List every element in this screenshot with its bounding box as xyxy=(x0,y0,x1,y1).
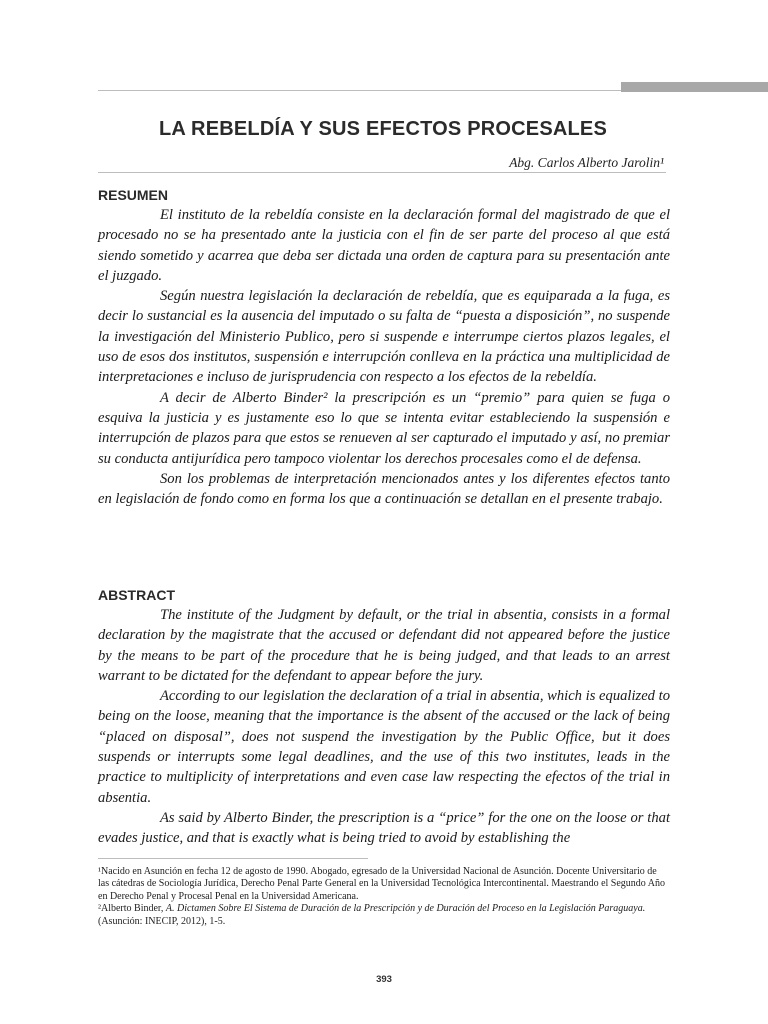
header-band xyxy=(621,82,768,92)
footnote-1: ¹Nacido en Asunción en fecha 12 de agosto de 1990. Abogado, egresado de la Universidad Nacional de Asunción. Docente Universitario de las cátedras de Sociología Jurídica, Derecho Penal Parte General en la Universidad Tecnológica Intercontinental. Maestrando el Segundo Año en Derecho Penal y Procesal Penal en la Universidad Americana. xyxy=(98,866,665,902)
author-rule xyxy=(98,172,666,173)
resumen-paragraph: A decir de Alberto Binder² la prescripción es un “premio” para quien se fuga o esquiva la justicia y es justamente eso lo que se intenta evitar estableciendo la suspensión e interrupción de plazos para que estos se renueven al ser capturado el imputado y así, no premiar su conducta antijurídica pero tampoco violentar los derechos procesales como el de defensa. xyxy=(98,389,670,467)
abstract-paragraph: According to our legislation the declaration of a trial in absentia, which is equalized to being on the loose, meaning that the importance is the absent of the accused or the lack of being “placed on disposal”, does not suspend the investigation by the Public Office, but it does suspends or interrupts some legal deadlines, and the use of this two institutes, leads in the practice to multiplicity of interpretations and even case law respecting the efectos of the trial in absentia. xyxy=(98,688,670,806)
footnote-rule xyxy=(98,858,368,859)
resumen-paragraph: El instituto de la rebeldía consiste en la declaración formal del magistrado de que el procesado no se ha presentado ante la justicia con el fin de ser parte del proceso al que está siendo sometido y acarrea que deba ser dictada una orden de captura para su presentación ante el juzgado. xyxy=(98,207,670,284)
abstract-heading: ABSTRACT xyxy=(98,587,175,603)
abstract-body xyxy=(98,605,670,849)
article-title: LA REBELDÍA Y SUS EFECTOS PROCESALES xyxy=(158,118,608,140)
resumen-paragraph: Según nuestra legislación la declaración de rebeldía, que es equiparada a la fuga, es decir lo sustancial es la ausencia del imputado o su falta de “puesta a disposición”, no suspende la investigación del Ministerio Publico, pero si suspende e interrumpe ciertos plazos legales, el uso de esos dos institutos, suspensión e interrupción conlleva en la práctica una multiplicidad de interpretaciones e incluso de jurisprudencia con respecto a los efectos de la rebeldía. xyxy=(98,288,670,386)
resumen-body xyxy=(98,205,670,509)
abstract-paragraph: The institute of the Judgment by default, or the trial in absentia, consists in a formal declaration by the magistrate that the accused or defendant did not appeared before the justice by the means to be part of the procedure that he is being judged, and that leads to an arrest warrant to be dictated for the defendant to appear before the jury. xyxy=(98,607,670,684)
resumen-heading: RESUMEN xyxy=(98,187,169,203)
footnote-2 xyxy=(98,903,670,928)
footnote-2-publication: (Asunción: INECIP, 2012), 1-5. xyxy=(98,915,226,927)
header-rule xyxy=(98,90,623,91)
abstract-paragraph: As said by Alberto Binder, the prescription is a “price” for the one on the loose or that evades justice, and that is exactly what is being tried to avoid by establishing the xyxy=(98,809,670,847)
footnote-2-title: A. Dictamen Sobre El Sistema de Duración de la Prescripción y de Duración del Proceso en la Legislación Paraguaya. xyxy=(165,903,646,915)
footnote-2-author: ²Alberto Binder, xyxy=(98,903,166,915)
footnotes xyxy=(98,866,670,928)
article-author: Abg. Carlos Alberto Jarolin¹ xyxy=(509,155,664,170)
page-number: 393 xyxy=(376,974,392,985)
resumen-paragraph: Son los problemas de interpretación mencionados antes y los diferentes efectos tanto en legislación de fondo como en forma los que a continuación se detallan en el presente trabajo. xyxy=(98,470,670,508)
